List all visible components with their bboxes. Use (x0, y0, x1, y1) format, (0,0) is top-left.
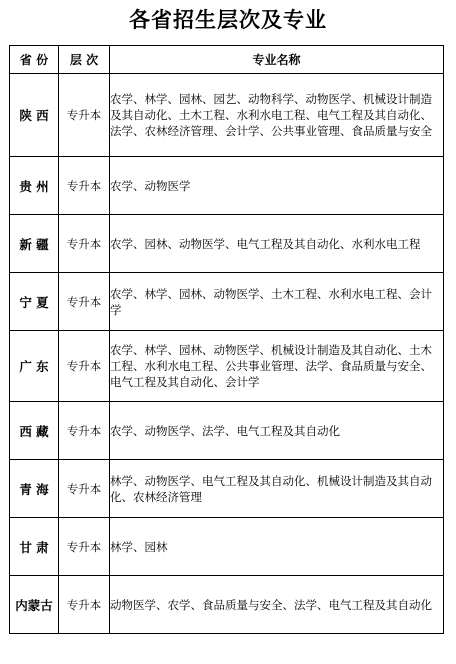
majors-cell: 农学、动物医学 (110, 157, 444, 215)
level-cell: 专升本 (59, 576, 110, 634)
level-cell: 专升本 (59, 215, 110, 273)
majors-cell: 林学、园林 (110, 518, 444, 576)
province-cell: 宁 夏 (10, 273, 59, 331)
table-header-row (10, 46, 444, 74)
level-cell: 专升本 (59, 518, 110, 576)
province-cell: 陕 西 (10, 74, 59, 157)
table-row (10, 215, 444, 273)
level-cell: 专升本 (59, 460, 110, 518)
province-cell: 青 海 (10, 460, 59, 518)
majors-cell: 农学、园林、动物医学、电气工程及其自动化、水利水电工程 (110, 215, 444, 273)
table-row (10, 402, 444, 460)
table-row (10, 460, 444, 518)
table-row (10, 74, 444, 157)
enrollment-table (9, 45, 444, 634)
majors-cell: 农学、林学、园林、园艺、动物科学、动物医学、机械设计制造及其自动化、土木工程、水利水电工程、电气工程及其自动化、法学、农林经济管理、会计学、公共事业管理、食品质量与安全 (110, 74, 444, 157)
majors-cell: 林学、动物医学、电气工程及其自动化、机械设计制造及其自动化、农林经济管理 (110, 460, 444, 518)
table-row (10, 273, 444, 331)
province-cell: 贵 州 (10, 157, 59, 215)
province-cell: 广 东 (10, 331, 59, 402)
level-cell: 专升本 (59, 157, 110, 215)
province-cell: 内蒙古 (10, 576, 59, 634)
level-cell: 专升本 (59, 74, 110, 157)
majors-cell: 农学、动物医学、法学、电气工程及其自动化 (110, 402, 444, 460)
province-cell: 西 藏 (10, 402, 59, 460)
table-row (10, 157, 444, 215)
page-title: 各省招生层次及专业 (129, 8, 327, 32)
province-cell: 甘 肃 (10, 518, 59, 576)
majors-cell: 农学、林学、园林、动物医学、机械设计制造及其自动化、土木工程、水利水电工程、公共事业管理、法学、食品质量与安全、电气工程及其自动化、会计学 (110, 331, 444, 402)
level-cell: 专升本 (59, 331, 110, 402)
majors-cell: 农学、林学、园林、动物医学、土木工程、水利水电工程、会计学 (110, 273, 444, 331)
table-row (10, 331, 444, 402)
majors-cell: 动物医学、农学、食品质量与安全、法学、电气工程及其自动化 (110, 576, 444, 634)
header-level: 层 次 (59, 46, 110, 74)
table-row (10, 518, 444, 576)
level-cell: 专升本 (59, 273, 110, 331)
level-cell: 专升本 (59, 402, 110, 460)
header-majors: 专业名称 (110, 46, 444, 74)
table-row (10, 576, 444, 634)
header-province: 省 份 (10, 46, 59, 74)
province-cell: 新 疆 (10, 215, 59, 273)
